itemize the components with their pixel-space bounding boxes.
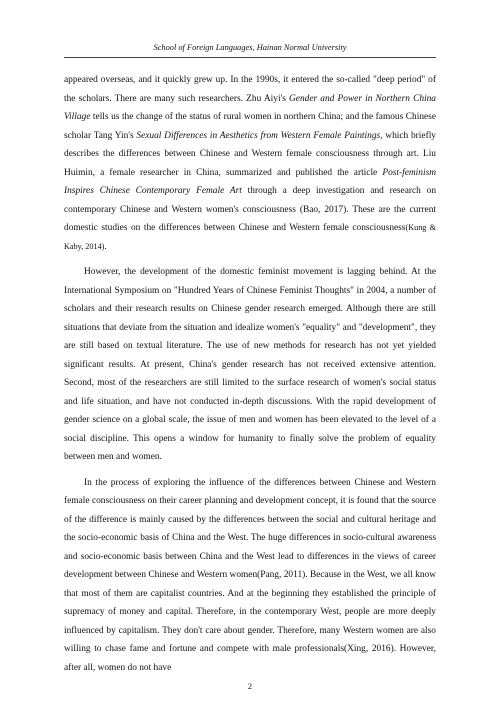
body-text <box>64 71 436 684</box>
article-title-post-feminism: Post-feminism Inspires Chinese Contemporary Female Art <box>64 167 436 196</box>
paragraph-1-text-d: through a deep investigation and research on contemporary Chinese and Western women's consciousness (Bao, 2017). These are the current domestic studies on the differences between Chinese and Western female consciousness <box>64 186 437 233</box>
running-header: School of Foreign Languages, Hainan Normal University <box>153 43 347 52</box>
book-title-sexual-differences: Sexual Differences in Aesthetics from Western Female Paintings <box>136 130 381 141</box>
paragraph-1-text-c: , which briefly describes the differences between Chinese and Western female consciousness through art. Liu Huimin, a female researcher in China, summarized and published the article <box>64 130 436 178</box>
paragraph-1 <box>64 71 436 256</box>
paragraph-2: However, the development of the domestic feminist movement is lagging behind. At the International Symposium on "Hundred Years of Chinese Feminist Thoughts" in 2004, a number of scholars and their research results on Chinese gender research emerged. Although there are still situations that deviate from the situation and idealize women's "equality" and "development", they are still based on textual literature. The use of new methods for research has not yet yielded significant results. At present, China's gender research has not received extensive attention. Second, most of the researchers are still limited to the surface research of women's social status and life situation, and have not conducted in-depth discussions. With the rapid development of gender science on a global scale, the issue of men and women has been elevated to the level of a social discipline. This opens a window for humanity to finally solve the problem of equality between men and women. <box>64 267 436 462</box>
page-number: 2 <box>248 682 252 691</box>
paragraph-3: In the process of exploring the influence of the differences between Chinese and Western female consciousness on their career planning and development concept, it is found that the source of the difference is mainly caused by the differences between the social and cultural heritage and the socio-economic basis of China and the West. The huge differences in socio-cultural awareness and socio-economic basis between China and the West lead to differences in the views of career development between Chinese and Western women(Pang, 2011). Because in the West, we all know that most of them are capitalist countries. And at the beginning they established the principle of supremacy of money and capital. Therefore, in the contemporary West, people are more deeply influenced by capitalism. They don't care about gender. Therefore, many Western women are also willing to chase fame and fortune and compete with male professionals(Xing, 2016). However, after all, women do not have <box>64 477 436 673</box>
paragraph-1-text-b: tells us the change of the status of rural women in northern China; and the famous Chinese scholar Tang Yin's <box>64 112 436 141</box>
header-rule <box>64 57 436 58</box>
citation-kung-kaby: (Kung & Kaby, 2014) <box>64 223 436 251</box>
paragraph-1-text-e: . <box>104 241 107 252</box>
book-title-gender-power: Gender and Power in Northern China Village <box>64 93 436 122</box>
paragraph-1-text-a: appeared overseas, and it quickly grew up. In the 1990s, it entered the so-called "deep period" of the scholars. There are many such researchers. Zhu Aiyi's <box>64 75 436 104</box>
